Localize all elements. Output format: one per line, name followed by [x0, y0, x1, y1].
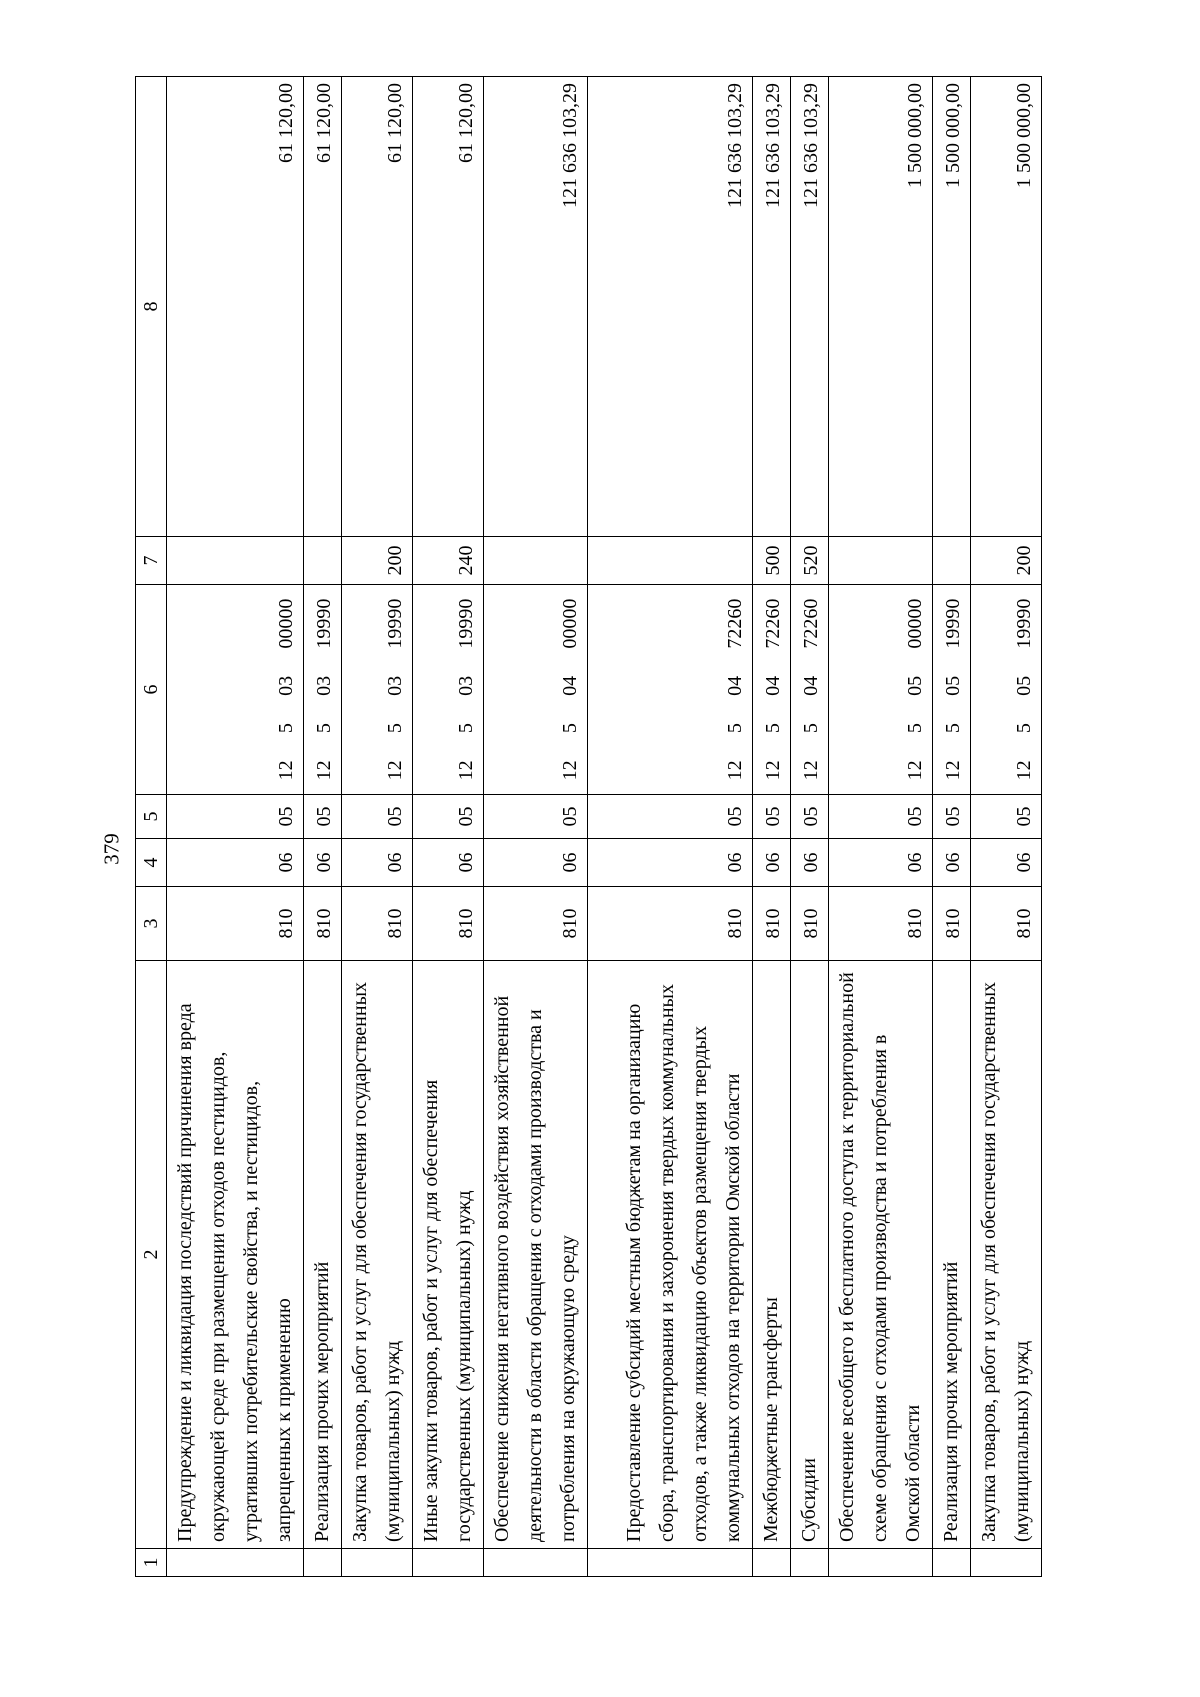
- table-row: [167, 77, 304, 1577]
- page-number: 379: [99, 833, 124, 865]
- row-col4-cell: 06: [342, 839, 413, 887]
- row-col3-cell: 810: [933, 887, 971, 961]
- row-col4-cell: 06: [971, 839, 1042, 887]
- row-amount-cell: 61 120,00: [413, 77, 484, 537]
- row-col3-cell: 810: [791, 887, 829, 961]
- row-code-cell: [413, 585, 484, 795]
- row-col3-cell: 810: [971, 887, 1042, 961]
- code-parts: [1009, 585, 1039, 794]
- code-part: 12: [762, 760, 784, 781]
- row-code-cell: [342, 585, 413, 795]
- code-part: 5: [762, 723, 784, 734]
- row-col1-cell: [971, 1549, 1042, 1577]
- row-col1-cell: [304, 1549, 342, 1577]
- table-row: [588, 77, 753, 1577]
- code-part: 72260: [800, 598, 822, 649]
- code-parts: [451, 585, 481, 794]
- row-amount-cell: 1 500 000,00: [933, 77, 971, 537]
- code-part: 5: [384, 723, 406, 734]
- code-parts: [758, 585, 788, 794]
- row-code-cell: [753, 585, 791, 795]
- header-col-5: 5: [136, 795, 167, 839]
- code-part: 12: [384, 760, 406, 781]
- code-part: 04: [800, 675, 822, 696]
- row-name-cell: Закупка товаров, работ и услуг для обеспечения государственных (муниципальных) нужд: [971, 961, 1042, 1549]
- row-col5-cell: 05: [588, 795, 753, 839]
- header-col-7: 7: [136, 537, 167, 585]
- row-code-cell: [971, 585, 1042, 795]
- row-col3-cell: 810: [753, 887, 791, 961]
- row-name-cell: Обеспечение снижения негативного воздействия хозяйственной деятельности в области обращения с отходами производства и потребления на окружающую среду: [484, 961, 588, 1549]
- row-amount-cell: 121 636 103,29: [753, 77, 791, 537]
- header-col-6: 6: [136, 585, 167, 795]
- code-parts: [796, 585, 826, 794]
- code-parts: [380, 585, 410, 794]
- code-part: 5: [942, 723, 964, 734]
- row-col3-cell: 810: [484, 887, 588, 961]
- code-parts: [271, 585, 301, 794]
- row-col1-cell: [791, 1549, 829, 1577]
- row-col5-cell: 05: [791, 795, 829, 839]
- code-part: 12: [1013, 760, 1035, 781]
- code-parts: [555, 585, 585, 794]
- code-part: 04: [559, 675, 581, 696]
- row-col1-cell: [413, 1549, 484, 1577]
- row-name-cell: Предоставление субсидий местным бюджетам на организацию сбора, транспортирования и захоронения твердых коммунальных отходов, а также ликвидацию объектов размещения твердых коммунальных отходов на территории Омской области: [588, 961, 753, 1549]
- row-name-cell: Предупреждение и ликвидация последствий причинения вреда окружающей среде при размещении отходов пестицидов, утративших потребительские свойства, и пестицидов, запрещенных к применению: [167, 961, 304, 1549]
- row-name-cell: Субсидии: [791, 961, 829, 1549]
- row-amount-cell: 1 500 000,00: [829, 77, 933, 537]
- code-part: 5: [904, 723, 926, 734]
- code-part: 12: [455, 760, 477, 781]
- row-col4-cell: 06: [933, 839, 971, 887]
- row-code-cell: [933, 585, 971, 795]
- row-col1-cell: [933, 1549, 971, 1577]
- row-col1-cell: [829, 1549, 933, 1577]
- table-row: [484, 77, 588, 1577]
- row-col4-cell: 06: [753, 839, 791, 887]
- code-part: 12: [275, 760, 297, 781]
- row-code-cell: [167, 585, 304, 795]
- row-name-cell: Закупка товаров, работ и услуг для обеспечения государственных (муниципальных) нужд: [342, 961, 413, 1549]
- code-part: 03: [275, 675, 297, 696]
- row-col4-cell: 06: [484, 839, 588, 887]
- row-amount-cell: 61 120,00: [342, 77, 413, 537]
- row-col5-cell: 05: [342, 795, 413, 839]
- row-name-cell: Реализация прочих мероприятий: [304, 961, 342, 1549]
- row-col1-cell: [342, 1549, 413, 1577]
- row-amount-cell: 61 120,00: [304, 77, 342, 537]
- row-col7-cell: 200: [971, 537, 1042, 585]
- row-col7-cell: [829, 537, 933, 585]
- row-col5-cell: 05: [933, 795, 971, 839]
- code-part: 5: [275, 723, 297, 734]
- code-part: 19990: [455, 598, 477, 649]
- table-row: [304, 77, 342, 1577]
- row-col7-cell: 520: [791, 537, 829, 585]
- code-part: 05: [904, 675, 926, 696]
- row-code-cell: [588, 585, 753, 795]
- row-col7-cell: [933, 537, 971, 585]
- budget-table: [135, 76, 1042, 1577]
- row-name-cell: Межбюджетные трансферты: [753, 961, 791, 1549]
- code-parts: [720, 585, 750, 794]
- code-part: 03: [384, 675, 406, 696]
- table-row: [342, 77, 413, 1577]
- row-col5-cell: 05: [413, 795, 484, 839]
- code-parts: [309, 585, 339, 794]
- row-amount-cell: 1 500 000,00: [971, 77, 1042, 537]
- code-part: 00000: [275, 598, 297, 649]
- row-amount-cell: 121 636 103,29: [484, 77, 588, 537]
- row-col3-cell: 810: [588, 887, 753, 961]
- row-col7-cell: [167, 537, 304, 585]
- row-col4-cell: 06: [413, 839, 484, 887]
- row-col7-cell: 240: [413, 537, 484, 585]
- row-col3-cell: 810: [829, 887, 933, 961]
- row-col1-cell: [167, 1549, 304, 1577]
- table-row: [829, 77, 933, 1577]
- row-col3-cell: 810: [342, 887, 413, 961]
- row-col1-cell: [588, 1549, 753, 1577]
- row-amount-cell: 121 636 103,29: [791, 77, 829, 537]
- table-body: [167, 77, 1042, 1577]
- row-col5-cell: 05: [971, 795, 1042, 839]
- code-part: 12: [800, 760, 822, 781]
- row-col7-cell: 500: [753, 537, 791, 585]
- code-part: 19990: [384, 598, 406, 649]
- code-part: 5: [559, 723, 581, 734]
- code-part: 19990: [313, 598, 335, 649]
- row-code-cell: [304, 585, 342, 795]
- row-col3-cell: 810: [304, 887, 342, 961]
- rotated-table-container: [135, 77, 1079, 1577]
- row-col7-cell: 200: [342, 537, 413, 585]
- code-part: 05: [1013, 675, 1035, 696]
- row-col5-cell: 05: [167, 795, 304, 839]
- code-part: 5: [724, 723, 746, 734]
- code-part: 5: [455, 723, 477, 734]
- row-col4-cell: 06: [829, 839, 933, 887]
- table-row: [791, 77, 829, 1577]
- code-part: 00000: [904, 598, 926, 649]
- row-col4-cell: 06: [588, 839, 753, 887]
- row-code-cell: [484, 585, 588, 795]
- code-part: 72260: [724, 598, 746, 649]
- header-row: [136, 77, 167, 1577]
- header-col-3: 3: [136, 887, 167, 961]
- header-col-4: 4: [136, 839, 167, 887]
- code-part: 72260: [762, 598, 784, 649]
- row-col5-cell: 05: [829, 795, 933, 839]
- row-col4-cell: 06: [167, 839, 304, 887]
- table-row: [413, 77, 484, 1577]
- code-part: 12: [724, 760, 746, 781]
- row-col5-cell: 05: [484, 795, 588, 839]
- row-col3-cell: 810: [167, 887, 304, 961]
- row-name-cell: Иные закупки товаров, работ и услуг для обеспечения государственных (муниципальных) нужд: [413, 961, 484, 1549]
- code-part: 5: [1013, 723, 1035, 734]
- code-part: 12: [559, 760, 581, 781]
- row-col1-cell: [484, 1549, 588, 1577]
- code-part: 05: [942, 675, 964, 696]
- row-amount-cell: 61 120,00: [167, 77, 304, 537]
- row-col7-cell: [304, 537, 342, 585]
- code-part: 04: [762, 675, 784, 696]
- code-parts: [938, 585, 968, 794]
- code-part: 12: [942, 760, 964, 781]
- row-col7-cell: [484, 537, 588, 585]
- code-part: 03: [455, 675, 477, 696]
- row-col3-cell: 810: [413, 887, 484, 961]
- row-col7-cell: [588, 537, 753, 585]
- code-part: 5: [800, 723, 822, 734]
- code-part: 00000: [559, 598, 581, 649]
- row-name-cell: Обеспечение всеобщего и бесплатного доступа к территориальной схеме обращения с отходами производства и потребления в Омской области: [829, 961, 933, 1549]
- row-col1-cell: [753, 1549, 791, 1577]
- row-col5-cell: 05: [304, 795, 342, 839]
- table-row: [971, 77, 1042, 1577]
- code-part: 19990: [942, 598, 964, 649]
- code-part: 5: [313, 723, 335, 734]
- code-part: 19990: [1013, 598, 1035, 649]
- header-col-1: 1: [136, 1549, 167, 1577]
- header-col-2: 2: [136, 961, 167, 1549]
- code-part: 03: [313, 675, 335, 696]
- code-part: 12: [904, 760, 926, 781]
- row-code-cell: [829, 585, 933, 795]
- code-part: 04: [724, 675, 746, 696]
- row-col4-cell: 06: [304, 839, 342, 887]
- code-parts: [900, 585, 930, 794]
- row-col4-cell: 06: [791, 839, 829, 887]
- row-name-cell: Реализация прочих мероприятий: [933, 961, 971, 1549]
- row-amount-cell: 121 636 103,29: [588, 77, 753, 537]
- table-row: [933, 77, 971, 1577]
- row-code-cell: [791, 585, 829, 795]
- row-col5-cell: 05: [753, 795, 791, 839]
- code-part: 12: [313, 760, 335, 781]
- header-col-8: 8: [136, 77, 167, 537]
- table-row: [753, 77, 791, 1577]
